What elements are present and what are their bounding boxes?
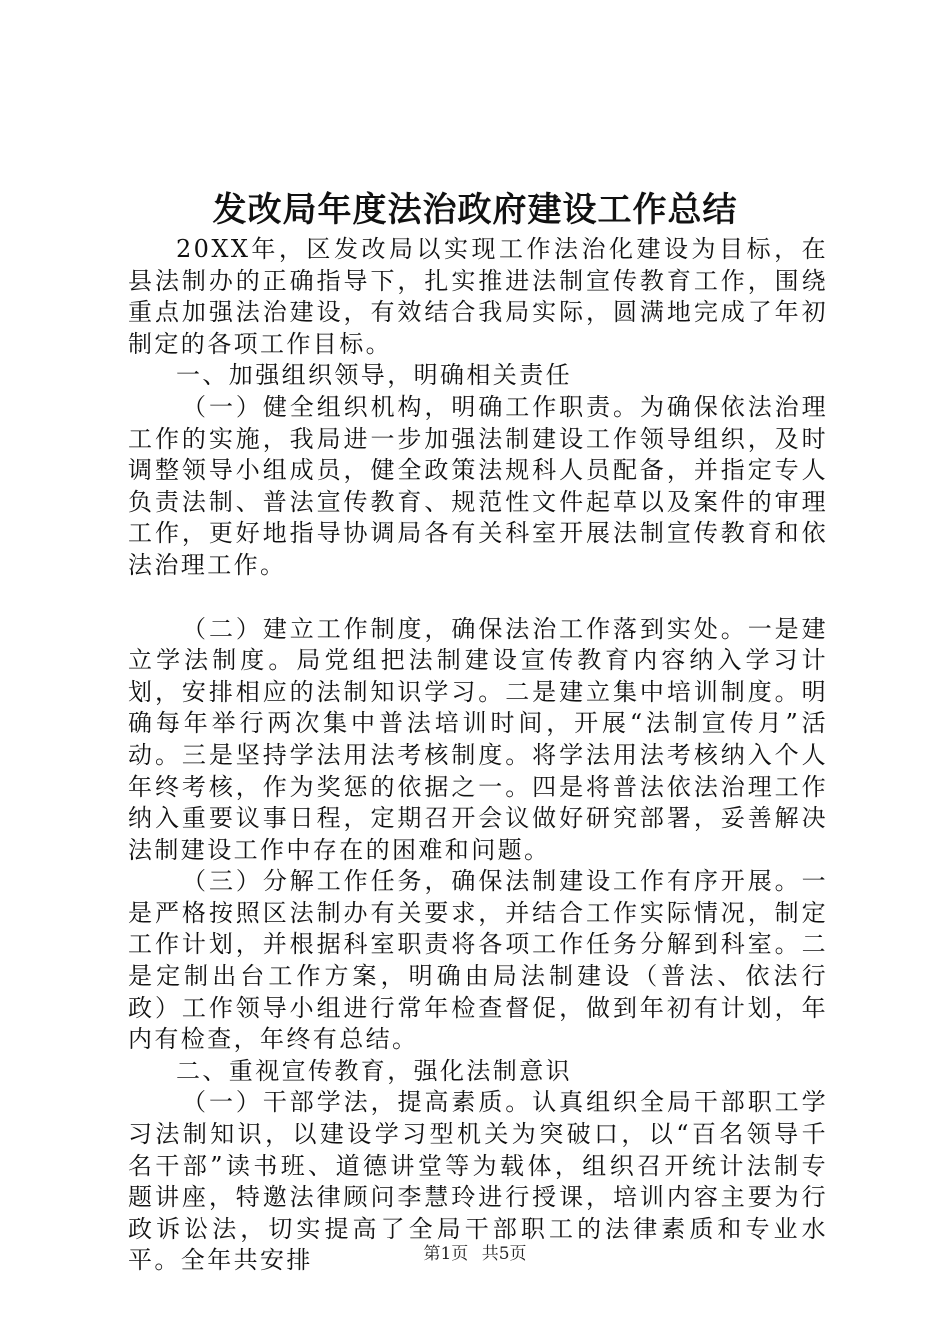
page-total: 共5页: [481, 1244, 527, 1264]
subsection-paragraph-2-1: （一）干部学法，提高素质。认真组织全局干部职工学习法制知识，以建设学习型机关为突破口，以“百名领导千名干部”读书班、道德讲堂等为载体，组织召开统计法制专题讲座，特邀法律顾问李慧玲进行授课，培训内容主要为行政诉讼法，切实提高了全局干部职工的法律素质和专业水平。全年共安排: [128, 1088, 828, 1275]
document-title: 发改局年度法治政府建设工作总结: [212, 190, 738, 230]
page-footer: [0, 1242, 950, 1266]
subsection-paragraph-1-3: （三）分解工作任务，确保法制建设工作有序开展。一是严格按照区法制办有关要求，并结合工作实际情况，制定工作计划，并根据科室职责将各项工作任务分解到科室。二是定制出台工作方案，明确由局法制建设（普法、依法行政）工作领导小组进行常年检查督促，做到年初有计划，年内有检查，年终有总结。: [128, 867, 828, 1054]
intro-paragraph: 20XX年，区发改局以实现工作法治化建设为目标，在县法制办的正确指导下，扎实推进法制宣传教育工作，围绕重点加强法治建设，有效结合我局实际，圆满地完成了年初制定的各项工作目标。: [128, 235, 828, 358]
subsection-paragraph-1-1: （一）健全组织机构，明确工作职责。为确保依法治理工作的实施，我局进一步加强法制建设工作领导组织，及时调整领导小组成员，健全政策法规科人员配备，并指定专人负责法制、普法宣传教育、规范性文件起草以及案件的审理工作，更好地指导协调局各有关科室开展法制宣传教育和依法治理工作。: [128, 392, 828, 579]
document-body: [128, 234, 828, 1277]
paragraph-gap: [128, 582, 828, 614]
section-heading-2: 二、重视宣传教育，强化法制意识: [176, 1056, 572, 1085]
page-number: 第1页: [423, 1244, 469, 1264]
subsection-paragraph-1-2: （二）建立工作制度，确保法治工作落到实处。一是建立学法制度。局党组把法制建设宣传教育内容纳入学习计划，安排相应的法制知识学习。二是建立集中培训制度。明确每年举行两次集中普法培训时间，开展“法制宣传月”活动。三是坚持学法用法考核制度。将学法用法考核纳入个人年终考核，作为奖惩的依据之一。四是将普法依法治理工作纳入重要议事日程，定期召开会议做好研究部署，妥善解决法制建设工作中存在的困难和问题。: [128, 614, 828, 864]
section-heading-1: 一、加强组织领导，明确相关责任: [176, 361, 572, 390]
